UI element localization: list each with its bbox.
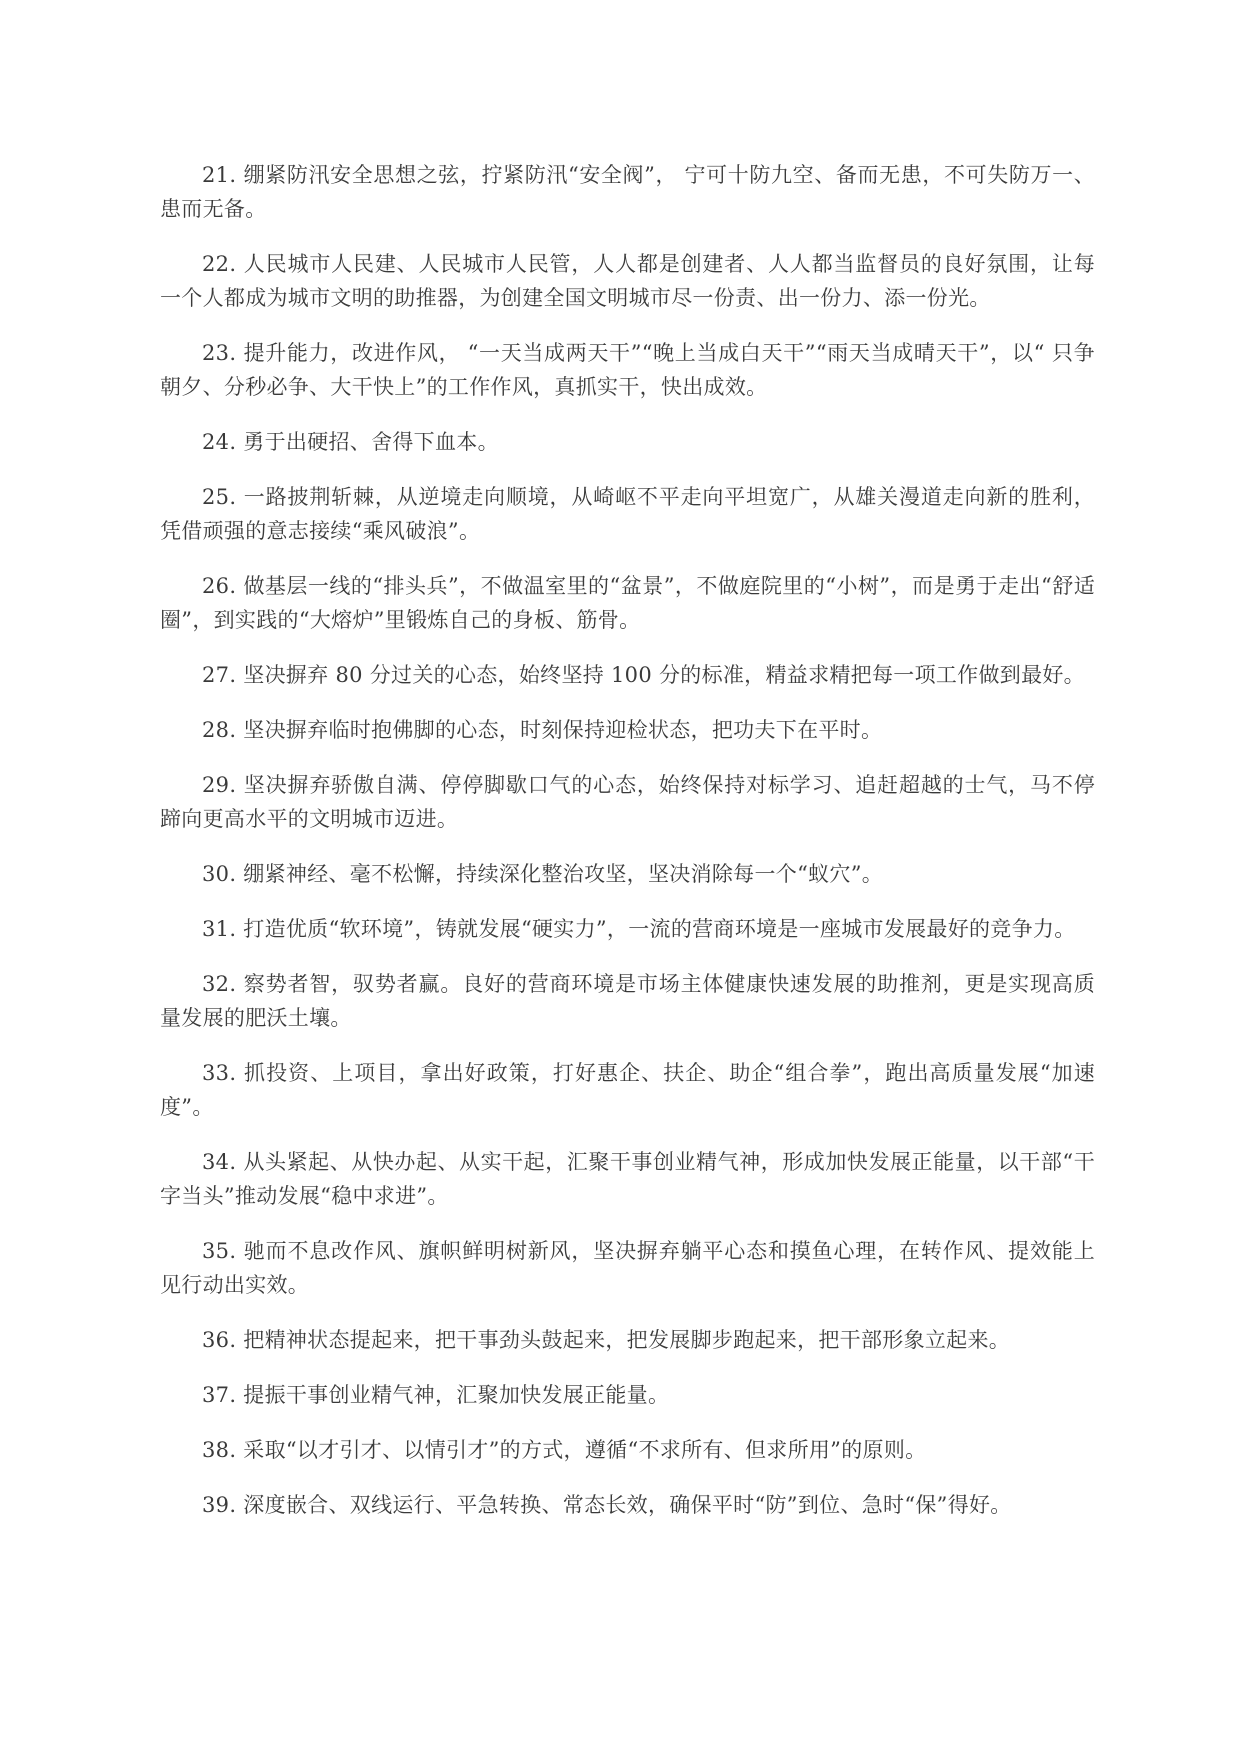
paragraph-25: 25. 一路披荆斩棘，从逆境走向顺境，从崎岖不平走向平坦宽广，从雄关漫道走向新的胜利，凭借顽强的意志接续“乘风破浪”。 xyxy=(160,485,1095,543)
paragraph-35: 35. 驰而不息改作风、旗帜鲜明树新风，坚决摒弃躺平心态和摸鱼心理，在转作风、提效能上见行动出实效。 xyxy=(160,1239,1095,1297)
paragraph-29: 29. 坚决摒弃骄傲自满、停停脚歇口气的心态，始终保持对标学习、追赶超越的士气，马不停蹄向更高水平的文明城市迈进。 xyxy=(160,773,1095,831)
paragraph-39: 39. 深度嵌合、双线运行、平急转换、常态长效，确保平时“防”到位、急时“保”得好。 xyxy=(202,1493,1012,1517)
paragraph-32: 32. 察势者智，驭势者赢。良好的营商环境是市场主体健康快速发展的助推剂，更是实现高质量发展的肥沃土壤。 xyxy=(160,972,1095,1030)
paragraph-22: 22. 人民城市人民建、人民城市人民管，人人都是创建者、人人都当监督员的良好氛围，让每一个人都成为城市文明的助推器，为创建全国文明城市尽一份责、出一份力、添一份光。 xyxy=(160,252,1095,310)
document-body xyxy=(160,158,1095,1543)
paragraph-37: 37. 提振干事创业精气神，汇聚加快发展正能量。 xyxy=(202,1383,670,1407)
paragraph-36: 36. 把精神状态提起来，把干事劲头鼓起来，把发展脚步跑起来，把干部形象立起来。 xyxy=(202,1328,1011,1352)
paragraph-31: 31. 打造优质“软环境”，铸就发展“硬实力”，一流的营商环境是一座城市发展最好的竞争力。 xyxy=(202,917,1076,941)
paragraph-28: 28. 坚决摒弃临时抱佛脚的心态，时刻保持迎检状态，把功夫下在平时。 xyxy=(202,718,883,742)
paragraph-26: 26. 做基层一线的“排头兵”，不做温室里的“盆景”，不做庭院里的“小树”，而是勇于走出“舒适圈”，到实践的“大熔炉”里锻炼自己的身板、筋骨。 xyxy=(160,574,1095,632)
paragraph-21: 21. 绷紧防汛安全思想之弦，拧紧防汛“安全阀”， 宁可十防九空、备而无患，不可失防万一、患而无备。 xyxy=(160,163,1095,221)
paragraph-34: 34. 从头紧起、从快办起、从实干起，汇聚干事创业精气神，形成加快发展正能量，以干部“干字当头”推动发展“稳中求进”。 xyxy=(160,1150,1095,1208)
paragraph-30: 30. 绷紧神经、毫不松懈，持续深化整治攻坚，坚决消除每一个“蚁穴”。 xyxy=(202,862,884,886)
paragraph-23: 23. 提升能力，改进作风， “一天当成两天干”“晚上当成白天干”“雨天当成晴天干”，以“ 只争朝夕、分秒必争、大干快上”的工作作风，真抓实干，快出成效。 xyxy=(160,341,1095,399)
paragraph-38: 38. 采取“以才引才、以情引才”的方式，遵循“不求所有、但求所用”的原则。 xyxy=(202,1438,927,1462)
paragraph-33: 33. 抓投资、上项目，拿出好政策，打好惠企、扶企、助企“组合拳”，跑出高质量发展“加速度”。 xyxy=(160,1061,1095,1119)
paragraph-27: 27. 坚决摒弃 80 分过关的心态，始终坚持 100 分的标准，精益求精把每一项工作做到最好。 xyxy=(202,663,1085,687)
paragraph-24: 24. 勇于出硬招、舍得下血本。 xyxy=(202,430,499,454)
